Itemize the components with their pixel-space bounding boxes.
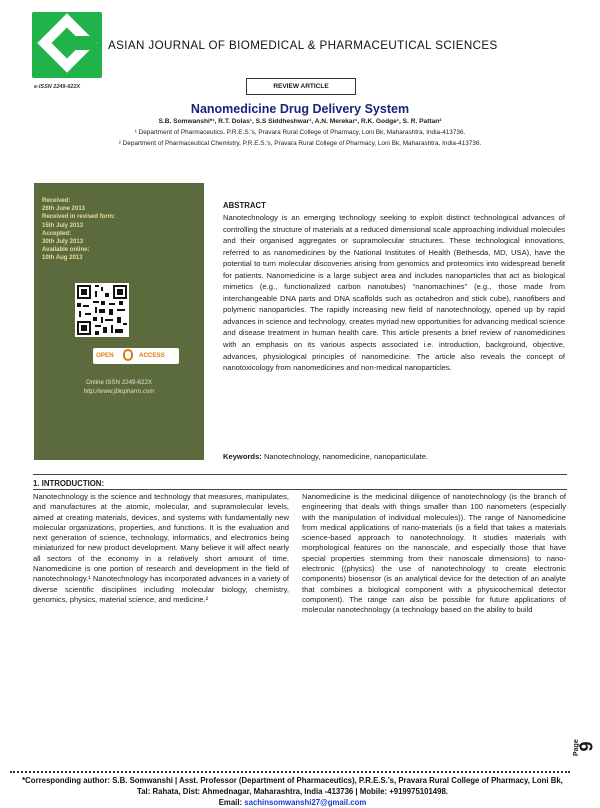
revised-label: Received in revised form: <box>42 214 116 221</box>
journal-logo <box>32 12 102 78</box>
online-label: Available online: <box>42 247 90 254</box>
section-divider-sub <box>33 489 567 490</box>
qr-code-icon <box>75 283 129 337</box>
keywords-list: Nanotechnology, nanomedicine, nanoparticulate. <box>263 452 429 461</box>
abstract-text: Nanotechnology is an emerging technology seeking to exploit distinct technological advances of controlling the structure of materials at a reduced dimensional scale approaching individual molecules and their organised aggregates or supramolecular structures. These technological innovations, referred to as nanomedicines by the National Institutes of Health (Bethesda, MD, USA), have the potential to turn molecular discoveries arising from genomics and proteomics into widespread benefit for patients. Nanomedicine is a large subject area and includes nanoparticles that act as biological mimetics (e.g., functionalized carbon nanotubes) “nanomachines” (e.g., those made from interchangeable DNA parts and DNA scaffolds such as octahedron and stick cube), nanofibers and polymeric nanoparticles. The rapidly increasing new field of nanotechnology, opened up by rapid advances in science and technology, creates myriad new opportunities for advancing medical science and disease treatment in human health care. This article presents a brief review of nanomedicines with an emphasis on its various aspects associated i.e. introduction, background, objective, advances, physiological principles of nanomedicine. The article also reveals the concept of nanotoxicology from nanomedicines and non-medical nanoparticles. <box>223 213 565 373</box>
email-link[interactable]: sachinsomwanshi27@gmail.com <box>244 798 367 807</box>
journal-title: ASIAN JOURNAL OF BIOMEDICAL & PHARMACEUTICAL SCIENCES <box>108 39 498 52</box>
open-lock-icon <box>123 349 133 361</box>
article-dates <box>42 197 115 263</box>
received-label: Received: <box>42 198 71 204</box>
keywords <box>223 452 565 461</box>
page-number <box>571 737 595 777</box>
paper-title: Nanomedicine Drug Delivery System <box>190 102 410 116</box>
affiliation-2: ² Department of Pharmaceutical Chemistry, P.R.E.S.'s, Pravara Rural College of Pharmacy, Loni Bk, Maharashtra, India-413736. <box>118 140 482 147</box>
open-access-logo <box>93 348 179 364</box>
intro-column-right: Nanomedicine is the medicinal diligence of nanotechnology (is the branch of engineering that deals with things smaller than 100 nanometers (especially with the manipulation of individual molecules)). The range of Nanomedicine from medical applications of nano-materials (is a field that takes a materials science-based approach to nanotechnology. It studies materials with morphological features on the nanoscale, and especially those that have special properties stemming from their nanoscale dimensions) to nano-electronic ((physics) the use of nanotechnology to create electronic components) biosensor (is an analytical device for the detection of an analyte that combines a biological component with a physicochemical detector component). The range can also be possible for future applications of molecular nanotechnology (a technology based on the ability to build <box>302 492 566 615</box>
footer-divider <box>10 771 570 773</box>
issn-label: e-ISSN 2249-622X <box>34 84 81 90</box>
authors: S.B. Somwanshi*¹, R.T. Dolas¹, S.S Siddheshwar¹, A.N. Merekar¹, R.K. Godge¹, S. R. Pattan² <box>158 118 442 125</box>
article-type-box: REVIEW ARTICLE <box>246 78 356 95</box>
journal-website-link[interactable]: http://www.jbiopharm.com <box>83 388 155 395</box>
corresponding-author <box>20 775 565 808</box>
open-access-right: ACCESS <box>139 352 165 359</box>
email-label: Email: <box>218 798 243 807</box>
section-heading-introduction: 1. INTRODUCTION: <box>33 479 105 488</box>
abstract-heading: ABSTRACT <box>223 201 266 210</box>
online-issn: Online ISSN 2249-622X <box>85 379 153 386</box>
intro-column-left: Nanotechnology is the science and technology that measures, manipulates, and manufactures at the atomic, molecular, and supramolecular levels, aimed at creating materials, devices, and systems with fundamentally new molecular organizations, properties, and functions. It is the evaluation and next generation of science, technology, informatics, and electronics being miniaturized for new product development. Many believe it will affect nearly all sectors of the economy in a relatively short amount of time. Nanomedicine is one portion of research and development in the field of nanotechnology.¹ Nanotechnology has incorporated advances in a variety of diverse scientific disciplines including molecular biology, chemistry, genomics, physics, material science, and medicine.² <box>33 492 289 604</box>
accepted-label: Accepted: <box>42 230 72 237</box>
page-number-value: 9 <box>576 741 597 752</box>
open-access-left: OPEN <box>96 352 114 359</box>
corresponding-author-text: *Corresponding author: S.B. Somwanshi | Asst. Professor (Department of Pharmaceutics), P.R.E.S.'s, Pravara Rural College of Pharmacy, Loni Bk, Tal: Rahata, Dist: Ahmednagar, Maharashtra, India -413736 | Mobile: +919975101498. <box>22 776 563 796</box>
online-date: 10th Aug 2013 <box>42 255 83 262</box>
received-date: 26th June 2013 <box>42 206 86 213</box>
accepted-date: 30th July 2013 <box>42 239 84 246</box>
affiliation-1: ¹ Department of Pharmaceutics, P.R.E.S.'s, Pravara Rural College of Pharmacy, Loni Bk, Maharashtra, India-413736. <box>134 129 466 136</box>
revised-date: 15th July 2013 <box>42 222 84 229</box>
keywords-label: Keywords: <box>223 452 262 461</box>
section-divider <box>33 474 567 475</box>
page-label: Page <box>573 739 580 756</box>
